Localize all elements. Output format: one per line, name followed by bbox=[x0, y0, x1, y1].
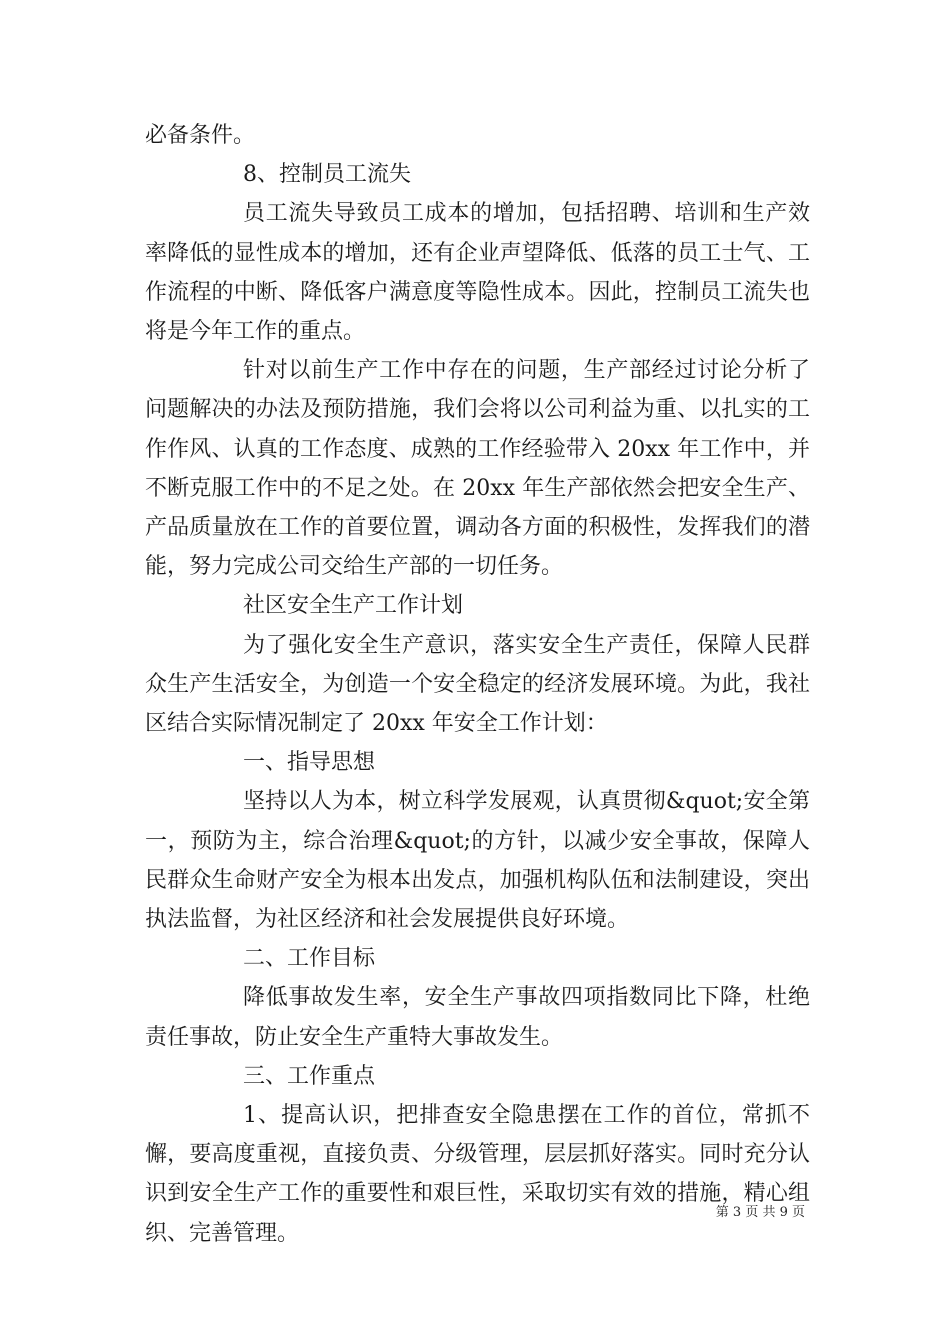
section-heading-work-focus: 三、工作重点 bbox=[243, 1063, 376, 1089]
paragraph-work-goals: 降低事故发生率，安全生产事故四项指数同比下降，杜绝责任事故，防止安全生产重特大事故发生。 bbox=[145, 985, 810, 1050]
document-body bbox=[145, 116, 810, 1253]
section-heading-guiding-ideology: 一、指导思想 bbox=[243, 750, 376, 776]
paragraph-intro: 为了强化安全生产意识，落实安全生产责任，保障人民群众生产生活安全，为创造一个安全稳定的经济发展环境。为此，我社区结合实际情况制定了 20xx 年安全工作计划： bbox=[145, 632, 810, 737]
paragraph-work-focus-1: 1、提高认识，把排查安全隐患摆在工作的首位，常抓不懈，要高度重视，直接负责、分级管理，层层抓好落实。同时充分认识到安全生产工作的重要性和艰巨性，采取切实有效的措施，精心组织、完善管理。 bbox=[145, 1103, 810, 1246]
page-number-footer: 第 3 页 共 9 页 bbox=[715, 1205, 805, 1220]
paragraph-guiding-ideology: 坚持以人为本，树立科学发展观，认真贯彻&quot;安全第一，预防为主，综合治理&quot;的方针，以减少安全事故，保障人民群众生命财产安全为根本出发点，加强机构队伍和法制建设，突出执法监督，为社区经济和社会发展提供良好环境。 bbox=[145, 789, 810, 933]
document-title-community-safety: 社区安全生产工作计划 bbox=[243, 593, 464, 619]
paragraph-staff-turnover: 员工流失导致员工成本的增加，包括招聘、培训和生产效率降低的显性成本的增加，还有企业声望降低、低落的员工士气、工作流程的中断、降低客户满意度等隐性成本。因此，控制员工流失也将是今年工作的重点。 bbox=[145, 201, 810, 345]
section-heading-staff-turnover: 8、控制员工流失 bbox=[243, 162, 411, 188]
paragraph-summary: 针对以前生产工作中存在的问题，生产部经过讨论分析了问题解决的办法及预防措施，我们会将以公司利益为重、以扎实的工作作风、认真的工作态度、成熟的工作经验带入 20xx 年工作中，并不断克服工作中的不足之处。在 20xx 年生产部依然会把安全生产、产品质量放在工作的首要位置，调动各方面的积极性，发挥我们的潜能，努力完成公司交给生产部的一切任务。 bbox=[145, 358, 810, 580]
paragraph-continuation: 必备条件。 bbox=[145, 123, 256, 148]
section-heading-work-goals: 二、工作目标 bbox=[243, 946, 376, 972]
